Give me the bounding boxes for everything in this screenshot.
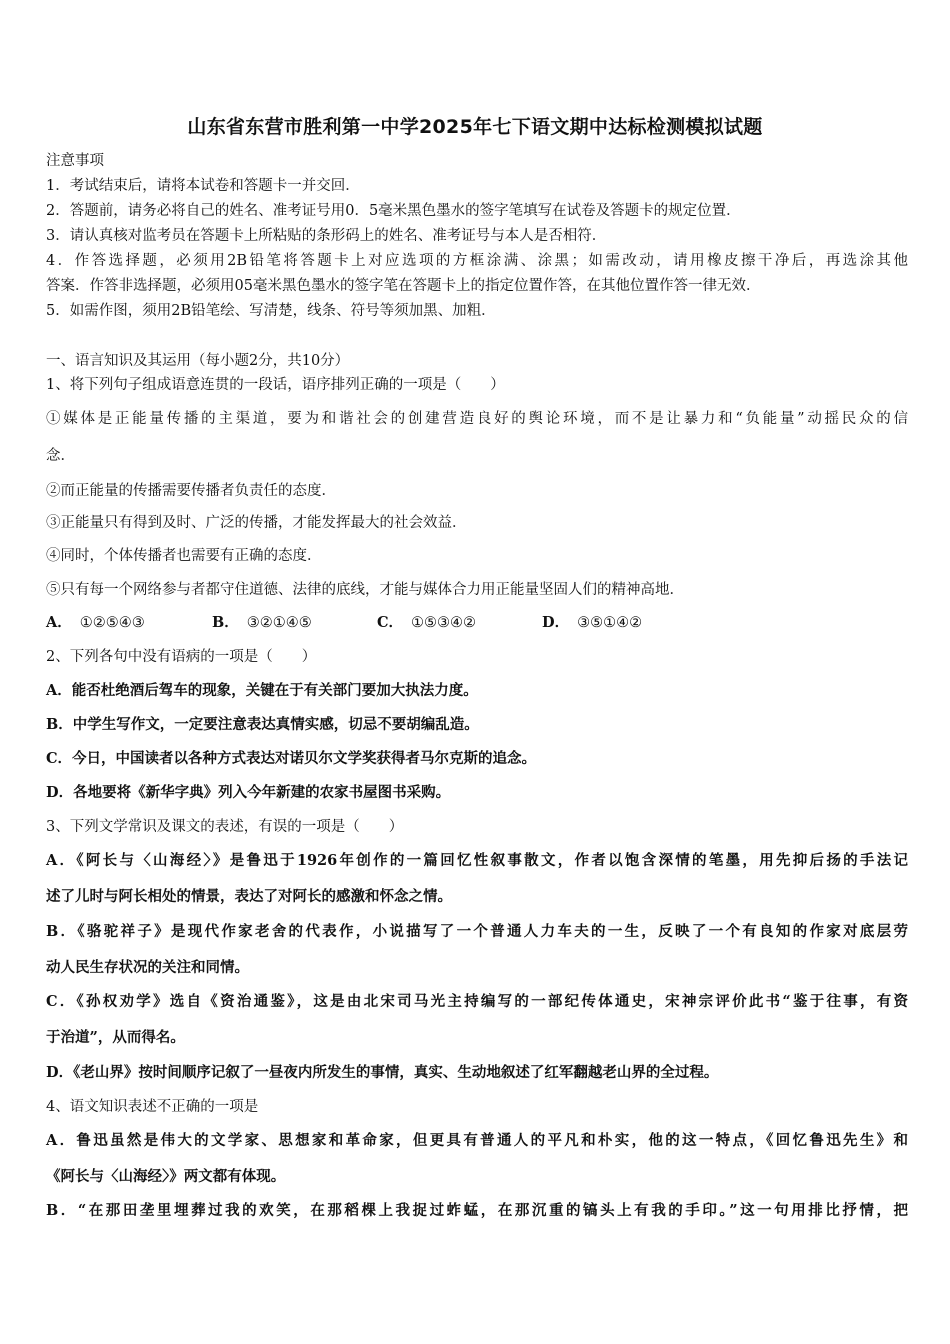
q1-option-d: D． ③⑤①④② [542,614,643,631]
question-stem: 1、将下列句子组成语意连贯的一段话，语序排列正确的一项是（ ） [46,377,505,393]
question-stem: 4、语文知识表述不正确的一项是 [46,1099,259,1115]
q1-sentence: 念． [46,448,75,464]
question-stem: 2、下列各句中没有语病的一项是（ ） [46,649,317,665]
q4-line: A．鲁迅虽然是伟大的文学家、思想家和革命家，但更具有普通人的平凡和朴实，他的这一特点，《回忆鲁迅先生》和 [46,1132,908,1149]
q1-option-b: B． ③②①④⑤ [212,614,312,631]
q1-sentence: ③正能量只有得到及时、广泛的传播，才能发挥最大的社会效益． [46,515,467,531]
notice-item: 答案．作答非选择题，必须用05毫米黑色墨水的签字笔在答题卡上的指定位置作答，在其他位置作答一律无效． [46,278,761,294]
q2-option: D．各地要将《新华字典》列入今年新建的农家书屋图书采购。 [46,784,451,801]
q4-line: 《阿长与〈山海经〉》两文都有体现。 [46,1168,286,1185]
q1-sentence: ①媒体是正能量传播的主渠道，要为和谐社会的创建营造良好的舆论环境，而不是让暴力和“负能量”动摇民众的信 [46,411,908,427]
q3-line: A．《阿长与〈山海经〉》是鲁迅于1926年创作的一篇回忆性叙事散文，作者以饱含深情的笔墨，用先抑后扬的手法记 [46,852,908,869]
q3-line: D．《老山界》按时间顺序记叙了一昼夜内所发生的事情，真实、生动地叙述了红军翻越老山界的全过程。 [46,1064,719,1081]
q1-option-a: A． ①②⑤④③ [46,614,145,631]
notice-item: 2．答题前，请务必将自己的姓名、准考证号用0．5毫米黑色墨水的签字笔填写在试卷及答题卡的规定位置． [46,203,741,219]
q1-sentence: ②而正能量的传播需要传播者负责任的态度． [46,483,336,499]
q4-line: B．“在那田垄里埋葬过我的欢笑，在那稻棵上我捉过蚱蜢，在那沉重的镐头上有我的手印。”这一句用排比抒情，把 [46,1202,908,1219]
q3-line: 动人民生存状况的关注和同情。 [46,959,249,976]
notice-item: 1．考试结束后，请将本试卷和答题卡一并交回． [46,178,360,194]
q1-sentence: ⑤只有每一个网络参与者都守住道德、法律的底线，才能与媒体合力用正能量坚固人们的精神高地． [46,582,684,598]
q3-line: C．《孙权劝学》选自《资治通鉴》，这是由北宋司马光主持编写的一部纪传体通史，宋神宗评价此书“鉴于往事，有资 [46,993,908,1010]
notice-item: 5．如需作图，须用2B铅笔绘、写清楚，线条、符号等须加黑、加粗． [46,303,496,319]
question-stem: 3、下列文学常识及课文的表述，有误的一项是（ ） [46,819,404,835]
q2-option: C．今日，中国读者以各种方式表达对诺贝尔文学奖获得者马尔克斯的追念。 [46,750,537,767]
q3-line: B．《骆驼祥子》是现代作家老舍的代表作，小说描写了一个普通人力车夫的一生，反映了一个有良知的作家对底层劳 [46,923,908,940]
section-heading: 一、语言知识及其运用（每小题2分，共10分） [46,353,350,369]
page-title: 山东省东营市胜利第一中学2025年七下语文期中达标检测模拟试题 [187,116,763,138]
q1-sentence: ④同时，个体传播者也需要有正确的态度． [46,548,322,564]
q3-line: 述了儿时与阿长相处的情景，表达了对阿长的感激和怀念之情。 [46,888,452,905]
q2-option: B．中学生写作文，一定要注意表达真情实感，切忌不要胡编乱造。 [46,716,479,733]
notice-item: 4．作答选择题，必须用2B铅笔将答题卡上对应选项的方框涂满、涂黑；如需改动，请用橡皮擦干净后，再选涂其他 [46,253,908,269]
notice-heading: 注意事项 [46,153,104,169]
q2-option: A．能否杜绝酒后驾车的现象，关键在于有关部门要加大执法力度。 [46,682,478,699]
notice-item: 3．请认真核对监考员在答题卡上所粘贴的条形码上的姓名、准考证号与本人是否相符． [46,228,607,244]
q1-option-c: C． ①⑤③④② [377,614,477,631]
q3-line: 于治道”，从而得名。 [46,1029,185,1046]
